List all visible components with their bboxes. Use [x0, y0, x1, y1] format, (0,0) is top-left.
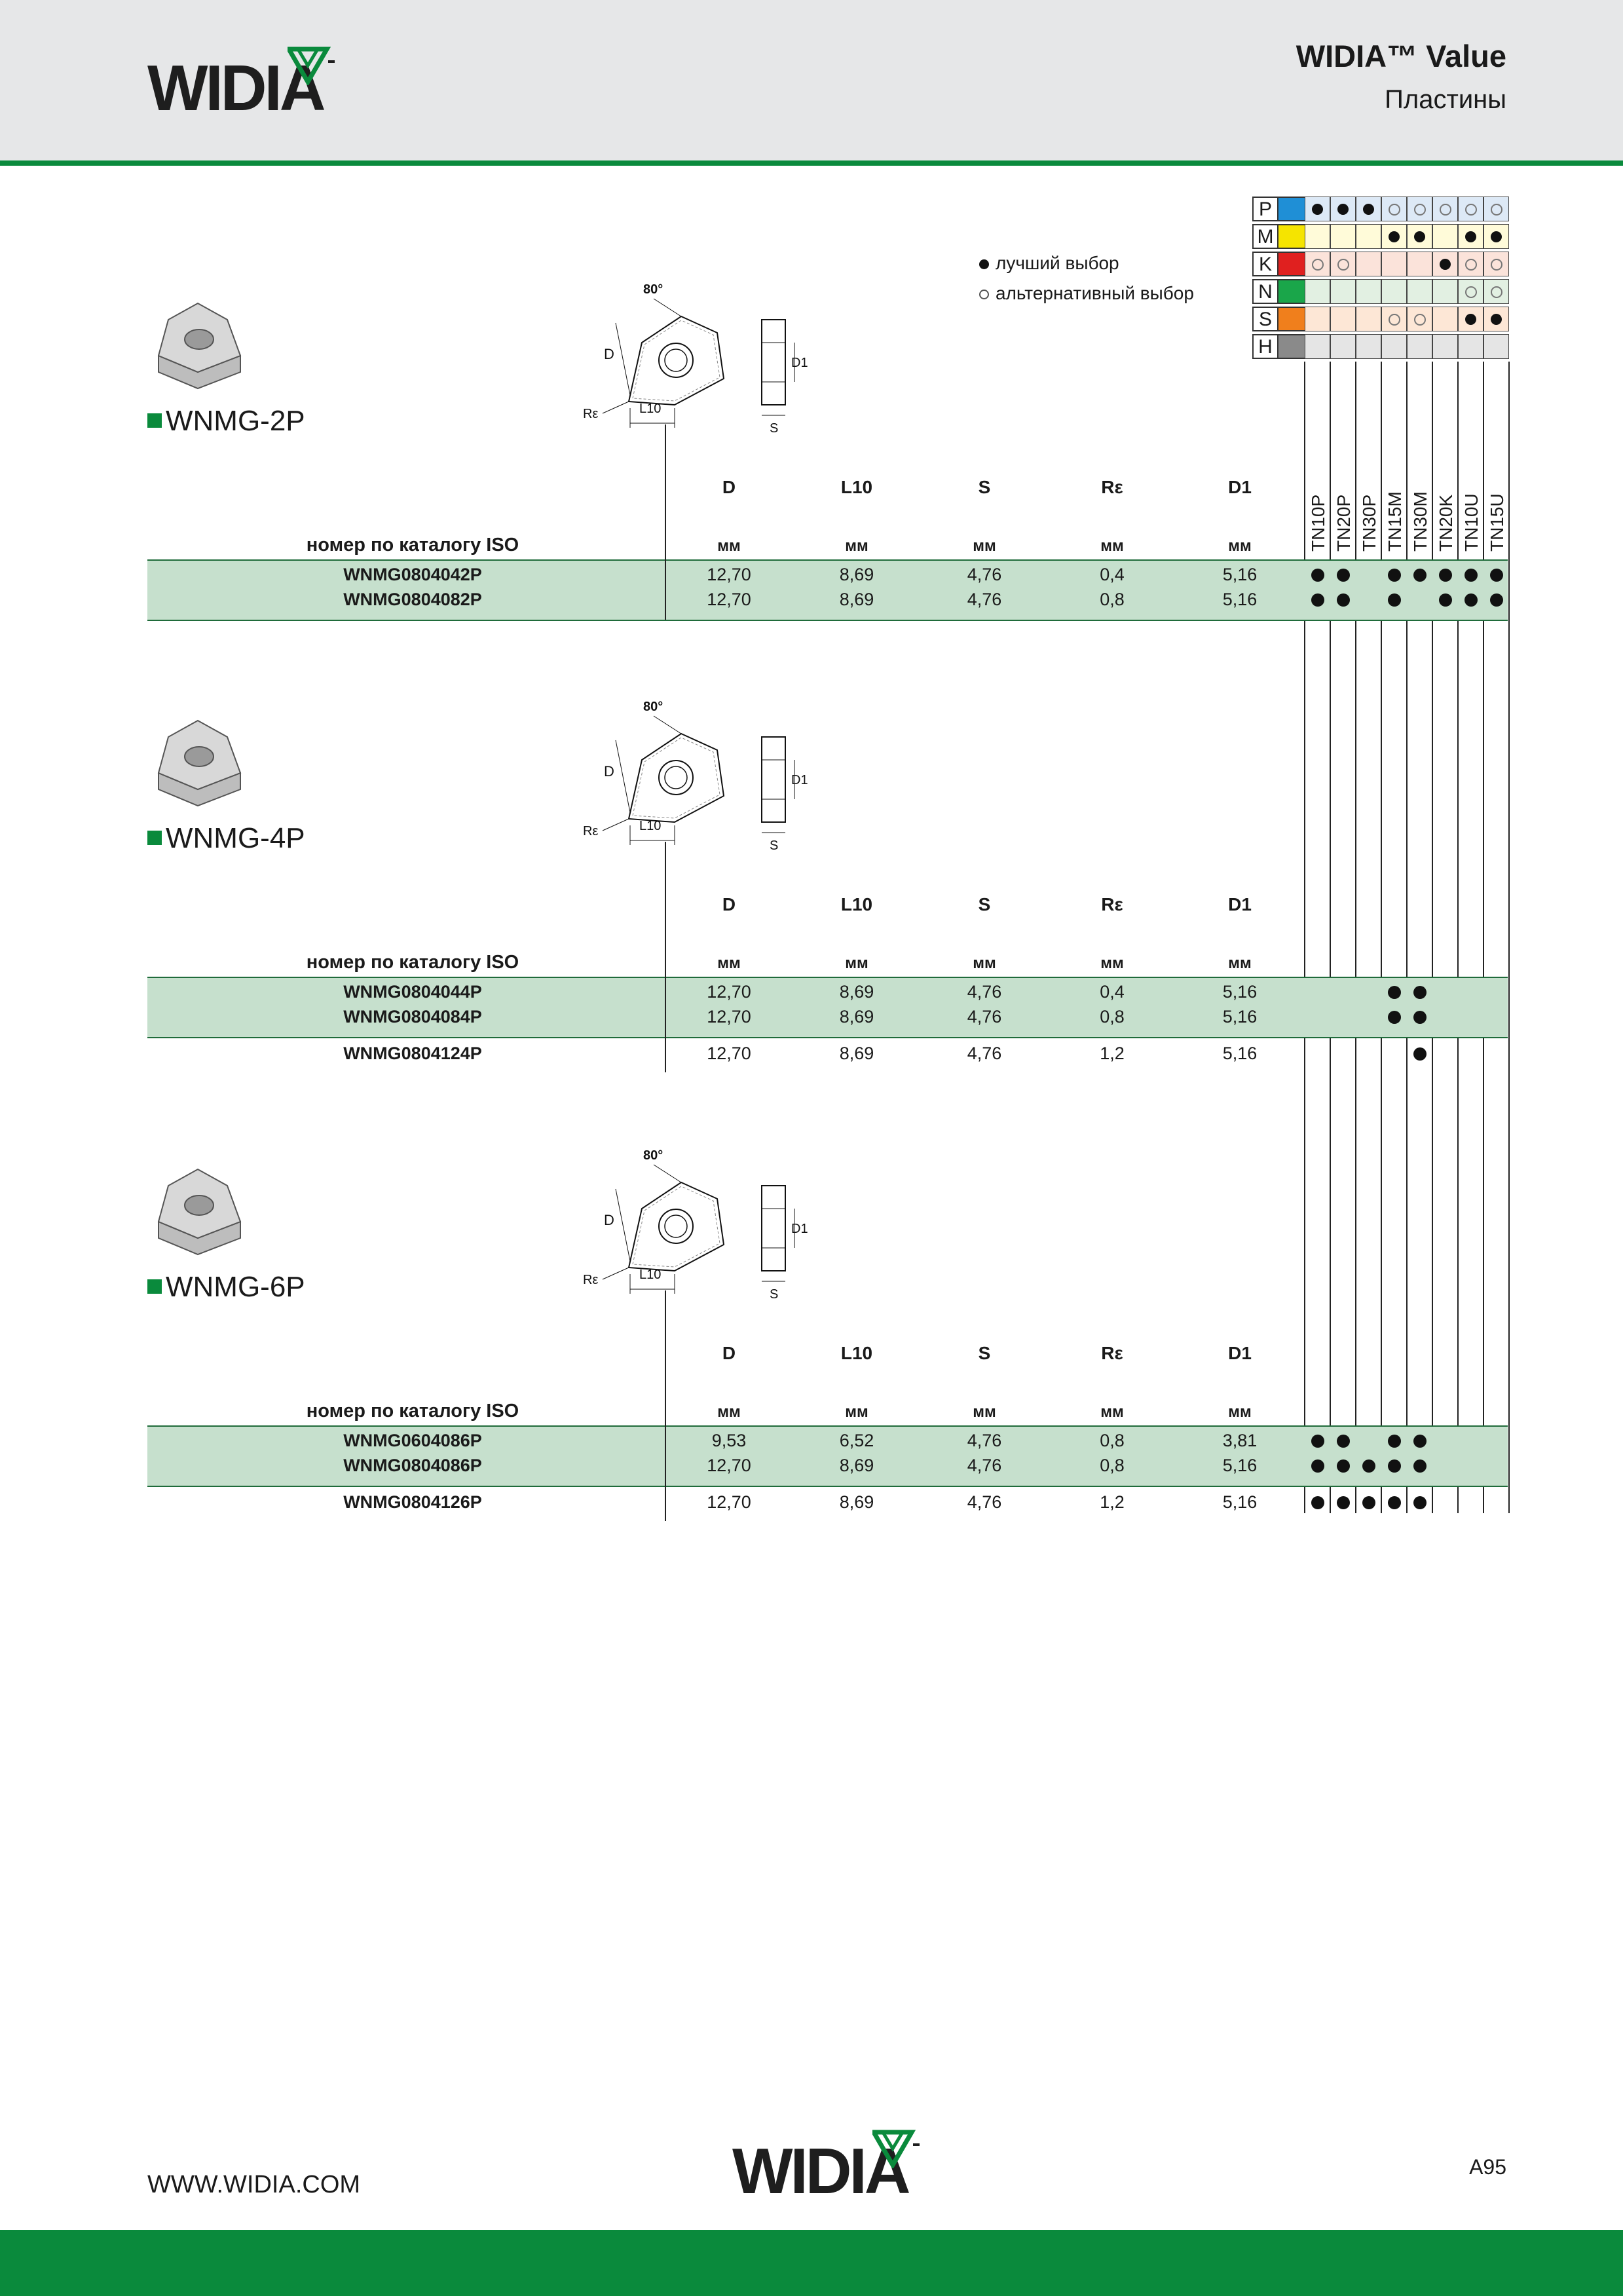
material-cell	[1381, 197, 1407, 221]
material-cell	[1483, 224, 1509, 249]
alternative-choice-dot	[1337, 259, 1349, 271]
dimension-value: 4,76	[967, 1456, 1002, 1475]
material-cell	[1407, 334, 1432, 359]
material-row-h	[1252, 334, 1508, 360]
best-choice-dot	[1388, 1011, 1401, 1024]
product-name-label: WNMG-4P	[166, 822, 305, 854]
best-choice-dot	[1413, 1459, 1427, 1473]
svg-text:D: D	[604, 1212, 614, 1228]
material-cell	[1305, 334, 1330, 359]
best-choice-dot	[1337, 1459, 1350, 1473]
dimension-value: 4,76	[967, 1044, 1002, 1063]
dimension-value: 12,70	[707, 1492, 751, 1512]
material-cell	[1432, 252, 1458, 276]
grade-column-line	[1304, 362, 1305, 1513]
svg-text:D1: D1	[791, 773, 808, 787]
best-choice-dot	[1464, 569, 1478, 582]
column-header-4: D1	[1228, 477, 1252, 497]
dimension-value: 5,16	[1222, 1007, 1258, 1026]
material-cell	[1381, 279, 1407, 304]
material-cell	[1330, 224, 1356, 249]
catalog-number-label: номер по каталогу ISO	[306, 952, 519, 973]
dimension-value: 8,69	[839, 982, 874, 1002]
material-cell	[1483, 197, 1509, 221]
material-letter: M	[1252, 224, 1278, 249]
band-bottom-rule	[147, 620, 1508, 621]
column-header-0: D	[722, 477, 736, 497]
dimension-value: 5,16	[1222, 982, 1258, 1002]
dimension-value: 9,53	[711, 1431, 747, 1450]
column-unit: мм	[845, 1403, 868, 1421]
dimension-value: 4,76	[967, 1431, 1002, 1450]
material-cell	[1356, 279, 1381, 304]
product-name	[147, 822, 305, 855]
best-choice-dot	[1439, 569, 1452, 582]
alternative-choice-dot	[1414, 314, 1426, 326]
insert-photo-icon	[145, 300, 250, 398]
hollow-dot-icon	[979, 290, 989, 299]
dimension-value: 3,81	[1222, 1431, 1258, 1450]
dimension-value: 4,76	[967, 1007, 1002, 1026]
column-header-2: S	[978, 477, 991, 497]
best-choice-dot	[1413, 1011, 1427, 1024]
catalog-number-label: номер по каталогу ISO	[306, 1401, 519, 1421]
best-choice-dot	[1337, 1435, 1350, 1448]
best-choice-dot	[1311, 569, 1324, 582]
material-cell	[1330, 197, 1356, 221]
column-unit: мм	[973, 537, 996, 555]
dimension-value: 12,70	[707, 565, 751, 584]
dimension-value: 0,8	[1100, 590, 1125, 609]
grade-label-tn30p: TN30P	[1359, 494, 1379, 552]
dimension-value: 8,69	[839, 1044, 874, 1063]
best-choice-dot	[1491, 314, 1502, 325]
best-choice-dot	[1414, 231, 1425, 242]
legend-best	[979, 253, 1119, 274]
page-subtitle: Пластины	[1385, 85, 1506, 114]
svg-text:L10: L10	[639, 1268, 662, 1282]
legend-best-label: лучший выбор	[996, 253, 1119, 273]
material-cell	[1356, 252, 1381, 276]
material-cell	[1356, 307, 1381, 331]
page-title: WIDIA™ Value	[1296, 39, 1506, 73]
grade-column-line	[1406, 362, 1408, 1513]
filled-dot-icon	[979, 259, 989, 269]
dimension-value: 8,69	[839, 1456, 874, 1475]
band-bottom-rule	[147, 1037, 1508, 1038]
alternative-choice-dot	[1491, 286, 1502, 298]
material-cell	[1458, 252, 1483, 276]
material-letter: K	[1252, 252, 1278, 276]
material-cell	[1356, 334, 1381, 359]
material-cell	[1483, 307, 1509, 331]
material-cell	[1381, 224, 1407, 249]
dimension-value: 6,52	[839, 1431, 874, 1450]
column-header-4: D1	[1228, 894, 1252, 914]
best-choice-dot	[1465, 314, 1476, 325]
alternative-choice-dot	[1465, 204, 1477, 216]
svg-text:D: D	[604, 346, 614, 362]
svg-text:S: S	[770, 421, 779, 436]
material-cell	[1432, 197, 1458, 221]
material-color-swatch	[1278, 334, 1305, 359]
widia-logo-mark-icon	[288, 46, 337, 85]
alternative-choice-dot	[1491, 204, 1502, 216]
material-letter: P	[1252, 197, 1278, 221]
grade-label-tn15m: TN15M	[1385, 491, 1405, 552]
legend-alternative-label: альтернативный выбор	[996, 283, 1194, 303]
dimension-value: 0,8	[1100, 1456, 1125, 1475]
material-cell	[1407, 252, 1432, 276]
best-choice-dot	[1311, 1435, 1324, 1448]
dimension-value: 0,8	[1100, 1007, 1125, 1026]
material-cell	[1483, 334, 1509, 359]
grade-label-tn30m: TN30M	[1410, 491, 1430, 552]
alternative-choice-dot	[1414, 204, 1426, 216]
svg-text:D: D	[604, 763, 614, 780]
material-cell	[1483, 279, 1509, 304]
svg-text:D1: D1	[791, 356, 808, 370]
alternative-choice-dot	[1465, 286, 1477, 298]
best-choice-dot	[1311, 1496, 1324, 1509]
dimension-value: 4,76	[967, 590, 1002, 609]
alternative-choice-dot	[1389, 314, 1400, 326]
material-cell	[1330, 334, 1356, 359]
material-cell	[1458, 279, 1483, 304]
green-square-icon	[147, 1279, 162, 1294]
best-choice-dot	[1337, 204, 1349, 215]
material-cell	[1305, 279, 1330, 304]
insert-dimension-drawing	[576, 678, 825, 855]
material-cell	[1432, 279, 1458, 304]
best-choice-dot	[1311, 593, 1324, 607]
best-choice-dot	[1362, 1496, 1375, 1509]
material-cell	[1356, 224, 1381, 249]
legend-alternative	[979, 283, 1194, 304]
dimension-value: 0,4	[1100, 565, 1125, 584]
green-square-icon	[147, 413, 162, 428]
best-choice-dot	[1490, 569, 1503, 582]
grade-label-tn15u: TN15U	[1487, 493, 1507, 552]
green-square-icon	[147, 831, 162, 845]
column-unit: мм	[973, 1403, 996, 1421]
material-cell	[1407, 224, 1432, 249]
grade-column-line	[1508, 362, 1510, 1513]
best-choice-dot	[1362, 1459, 1375, 1473]
best-choice-dot	[1311, 1459, 1324, 1473]
svg-text:Rε: Rε	[583, 824, 599, 838]
material-cell	[1407, 307, 1432, 331]
best-choice-dot	[1439, 593, 1452, 607]
grade-column-line	[1381, 362, 1382, 1513]
column-unit: мм	[973, 954, 996, 972]
dimension-value: 0,4	[1100, 982, 1125, 1002]
svg-text:D1: D1	[791, 1222, 808, 1236]
column-unit: мм	[717, 954, 741, 972]
material-color-swatch	[1278, 307, 1305, 331]
svg-text:80°: 80°	[643, 1148, 663, 1163]
catalog-code: WNMG0804042P	[343, 565, 482, 584]
dimension-value: 4,76	[967, 1492, 1002, 1512]
best-choice-dot	[1413, 569, 1427, 582]
widia-logo: WIDIA	[147, 51, 324, 125]
alternative-choice-dot	[1440, 204, 1451, 216]
grade-column-line	[1432, 362, 1433, 1513]
best-choice-dot	[1388, 593, 1401, 607]
material-cell	[1432, 307, 1458, 331]
product-name	[147, 405, 305, 438]
column-unit: мм	[845, 954, 868, 972]
catalog-number-label: номер по каталогу ISO	[306, 535, 519, 555]
catalog-code: WNMG0804082P	[343, 590, 482, 609]
best-choice-dot	[1388, 1496, 1401, 1509]
dimension-value: 12,70	[707, 1044, 751, 1063]
product-name-label: WNMG-2P	[166, 405, 305, 437]
grade-label-tn10p: TN10P	[1308, 494, 1328, 552]
column-header-3: Rε	[1101, 1343, 1123, 1363]
best-choice-dot	[1388, 1435, 1401, 1448]
material-color-swatch	[1278, 279, 1305, 304]
best-choice-dot	[1413, 1496, 1427, 1509]
material-color-swatch	[1278, 252, 1305, 276]
grade-label-tn10u: TN10U	[1461, 493, 1482, 552]
material-row-m	[1252, 224, 1508, 250]
best-choice-dot	[1363, 204, 1374, 215]
column-unit: мм	[1100, 1403, 1124, 1421]
material-row-k	[1252, 252, 1508, 278]
column-header-0: D	[722, 894, 736, 914]
material-cell	[1381, 307, 1407, 331]
insert-photo-icon	[145, 717, 250, 816]
best-choice-dot	[1388, 569, 1401, 582]
best-choice-dot	[1413, 1047, 1427, 1061]
material-cell	[1305, 224, 1330, 249]
svg-text:L10: L10	[639, 819, 662, 833]
best-choice-dot	[1491, 231, 1502, 242]
dimension-value: 8,69	[839, 1492, 874, 1512]
insert-photo-icon	[145, 1166, 250, 1264]
material-cell	[1458, 334, 1483, 359]
svg-text:80°: 80°	[643, 282, 663, 297]
material-cell	[1458, 224, 1483, 249]
column-header-2: S	[978, 894, 991, 914]
column-unit: мм	[1100, 954, 1124, 972]
best-choice-dot	[1464, 593, 1478, 607]
material-cell	[1330, 279, 1356, 304]
column-unit: мм	[1228, 537, 1252, 555]
grade-column-line	[1355, 362, 1356, 1513]
svg-text:L10: L10	[639, 402, 662, 416]
svg-text:Rε: Rε	[583, 407, 599, 421]
column-unit: мм	[1228, 1403, 1252, 1421]
svg-text:80°: 80°	[643, 700, 663, 714]
material-cell	[1330, 307, 1356, 331]
column-header-1: L10	[840, 477, 873, 497]
grade-label-tn20k: TN20K	[1436, 494, 1456, 552]
column-header-1: L10	[840, 1343, 873, 1363]
material-row-n	[1252, 279, 1508, 305]
dimension-value: 1,2	[1100, 1044, 1125, 1063]
svg-text:Rε: Rε	[583, 1273, 599, 1287]
svg-text:S: S	[770, 838, 779, 853]
page-number: A95	[1469, 2155, 1506, 2179]
grade-column-line	[1330, 362, 1331, 1513]
column-unit: мм	[845, 537, 868, 555]
product-name	[147, 1271, 305, 1304]
material-cell	[1356, 197, 1381, 221]
dimension-value: 4,76	[967, 565, 1002, 584]
column-unit: мм	[717, 1403, 741, 1421]
alternative-choice-dot	[1465, 259, 1477, 271]
footer-logo: WIDIA	[732, 2134, 908, 2208]
best-choice-dot	[1389, 231, 1400, 242]
best-choice-dot	[1490, 593, 1503, 607]
material-cell	[1407, 279, 1432, 304]
material-cell	[1381, 334, 1407, 359]
dimension-value: 8,69	[839, 590, 874, 609]
material-cell	[1483, 252, 1509, 276]
best-choice-dot	[1413, 986, 1427, 999]
alternative-choice-dot	[1491, 259, 1502, 271]
material-row-p	[1252, 197, 1508, 223]
column-header-2: S	[978, 1343, 991, 1363]
dimension-value: 12,70	[707, 1456, 751, 1475]
material-cell	[1407, 197, 1432, 221]
catalog-code: WNMG0804044P	[343, 982, 482, 1002]
material-cell	[1305, 307, 1330, 331]
catalog-code: WNMG0804084P	[343, 1007, 482, 1026]
column-unit: мм	[717, 537, 741, 555]
material-row-s	[1252, 307, 1508, 333]
material-cell	[1330, 252, 1356, 276]
column-header-3: Rε	[1101, 894, 1123, 914]
dimension-value: 4,76	[967, 982, 1002, 1002]
best-choice-dot	[1337, 593, 1350, 607]
widia-logo-mark-icon	[872, 2129, 922, 2168]
dimension-value: 5,16	[1222, 590, 1258, 609]
column-header-3: Rε	[1101, 477, 1123, 497]
dimension-value: 0,8	[1100, 1431, 1125, 1450]
material-cell	[1305, 197, 1330, 221]
best-choice-dot	[1312, 204, 1323, 215]
dimension-value: 5,16	[1222, 1492, 1258, 1512]
best-choice-dot	[1413, 1435, 1427, 1448]
column-header-4: D1	[1228, 1343, 1252, 1363]
column-separator	[665, 842, 666, 1072]
dimension-value: 12,70	[707, 1007, 751, 1026]
grade-label-tn20p: TN20P	[1334, 494, 1354, 552]
column-header-1: L10	[840, 894, 873, 914]
footer-bar	[0, 2230, 1623, 2296]
material-letter: S	[1252, 307, 1278, 331]
alternative-choice-dot	[1389, 204, 1400, 216]
band-bottom-rule	[147, 1486, 1508, 1487]
material-letter: H	[1252, 334, 1278, 359]
dimension-value: 5,16	[1222, 565, 1258, 584]
column-separator	[665, 1290, 666, 1521]
insert-dimension-drawing	[576, 261, 825, 438]
insert-dimension-drawing	[576, 1127, 825, 1304]
dimension-value: 5,16	[1222, 1044, 1258, 1063]
best-choice-dot	[1337, 1496, 1350, 1509]
catalog-code: WNMG0604086P	[343, 1431, 482, 1450]
dimension-value: 12,70	[707, 590, 751, 609]
grade-column-line	[1483, 362, 1484, 1513]
dimension-value: 5,16	[1222, 1456, 1258, 1475]
material-cell	[1458, 197, 1483, 221]
best-choice-dot	[1388, 986, 1401, 999]
dimension-value: 8,69	[839, 565, 874, 584]
catalog-code: WNMG0804086P	[343, 1456, 482, 1475]
product-name-label: WNMG-6P	[166, 1271, 305, 1303]
alternative-choice-dot	[1312, 259, 1324, 271]
material-color-swatch	[1278, 197, 1305, 221]
column-unit: мм	[1228, 954, 1252, 972]
dimension-value: 8,69	[839, 1007, 874, 1026]
grade-column-line	[1457, 362, 1459, 1513]
material-letter: N	[1252, 279, 1278, 304]
dimension-value: 1,2	[1100, 1492, 1125, 1512]
svg-text:S: S	[770, 1287, 779, 1302]
column-separator	[665, 424, 666, 620]
best-choice-dot	[1337, 569, 1350, 582]
best-choice-dot	[1388, 1459, 1401, 1473]
material-color-swatch	[1278, 224, 1305, 249]
material-cell	[1305, 252, 1330, 276]
column-header-0: D	[722, 1343, 736, 1363]
material-cell	[1432, 224, 1458, 249]
best-choice-dot	[1440, 259, 1451, 270]
catalog-code: WNMG0804126P	[343, 1492, 482, 1512]
footer-url[interactable]: WWW.WIDIA.COM	[147, 2171, 361, 2198]
best-choice-dot	[1465, 231, 1476, 242]
column-unit: мм	[1100, 537, 1124, 555]
material-cell	[1381, 252, 1407, 276]
catalog-code: WNMG0804124P	[343, 1044, 482, 1063]
material-cell	[1432, 334, 1458, 359]
dimension-value: 12,70	[707, 982, 751, 1002]
material-cell	[1458, 307, 1483, 331]
